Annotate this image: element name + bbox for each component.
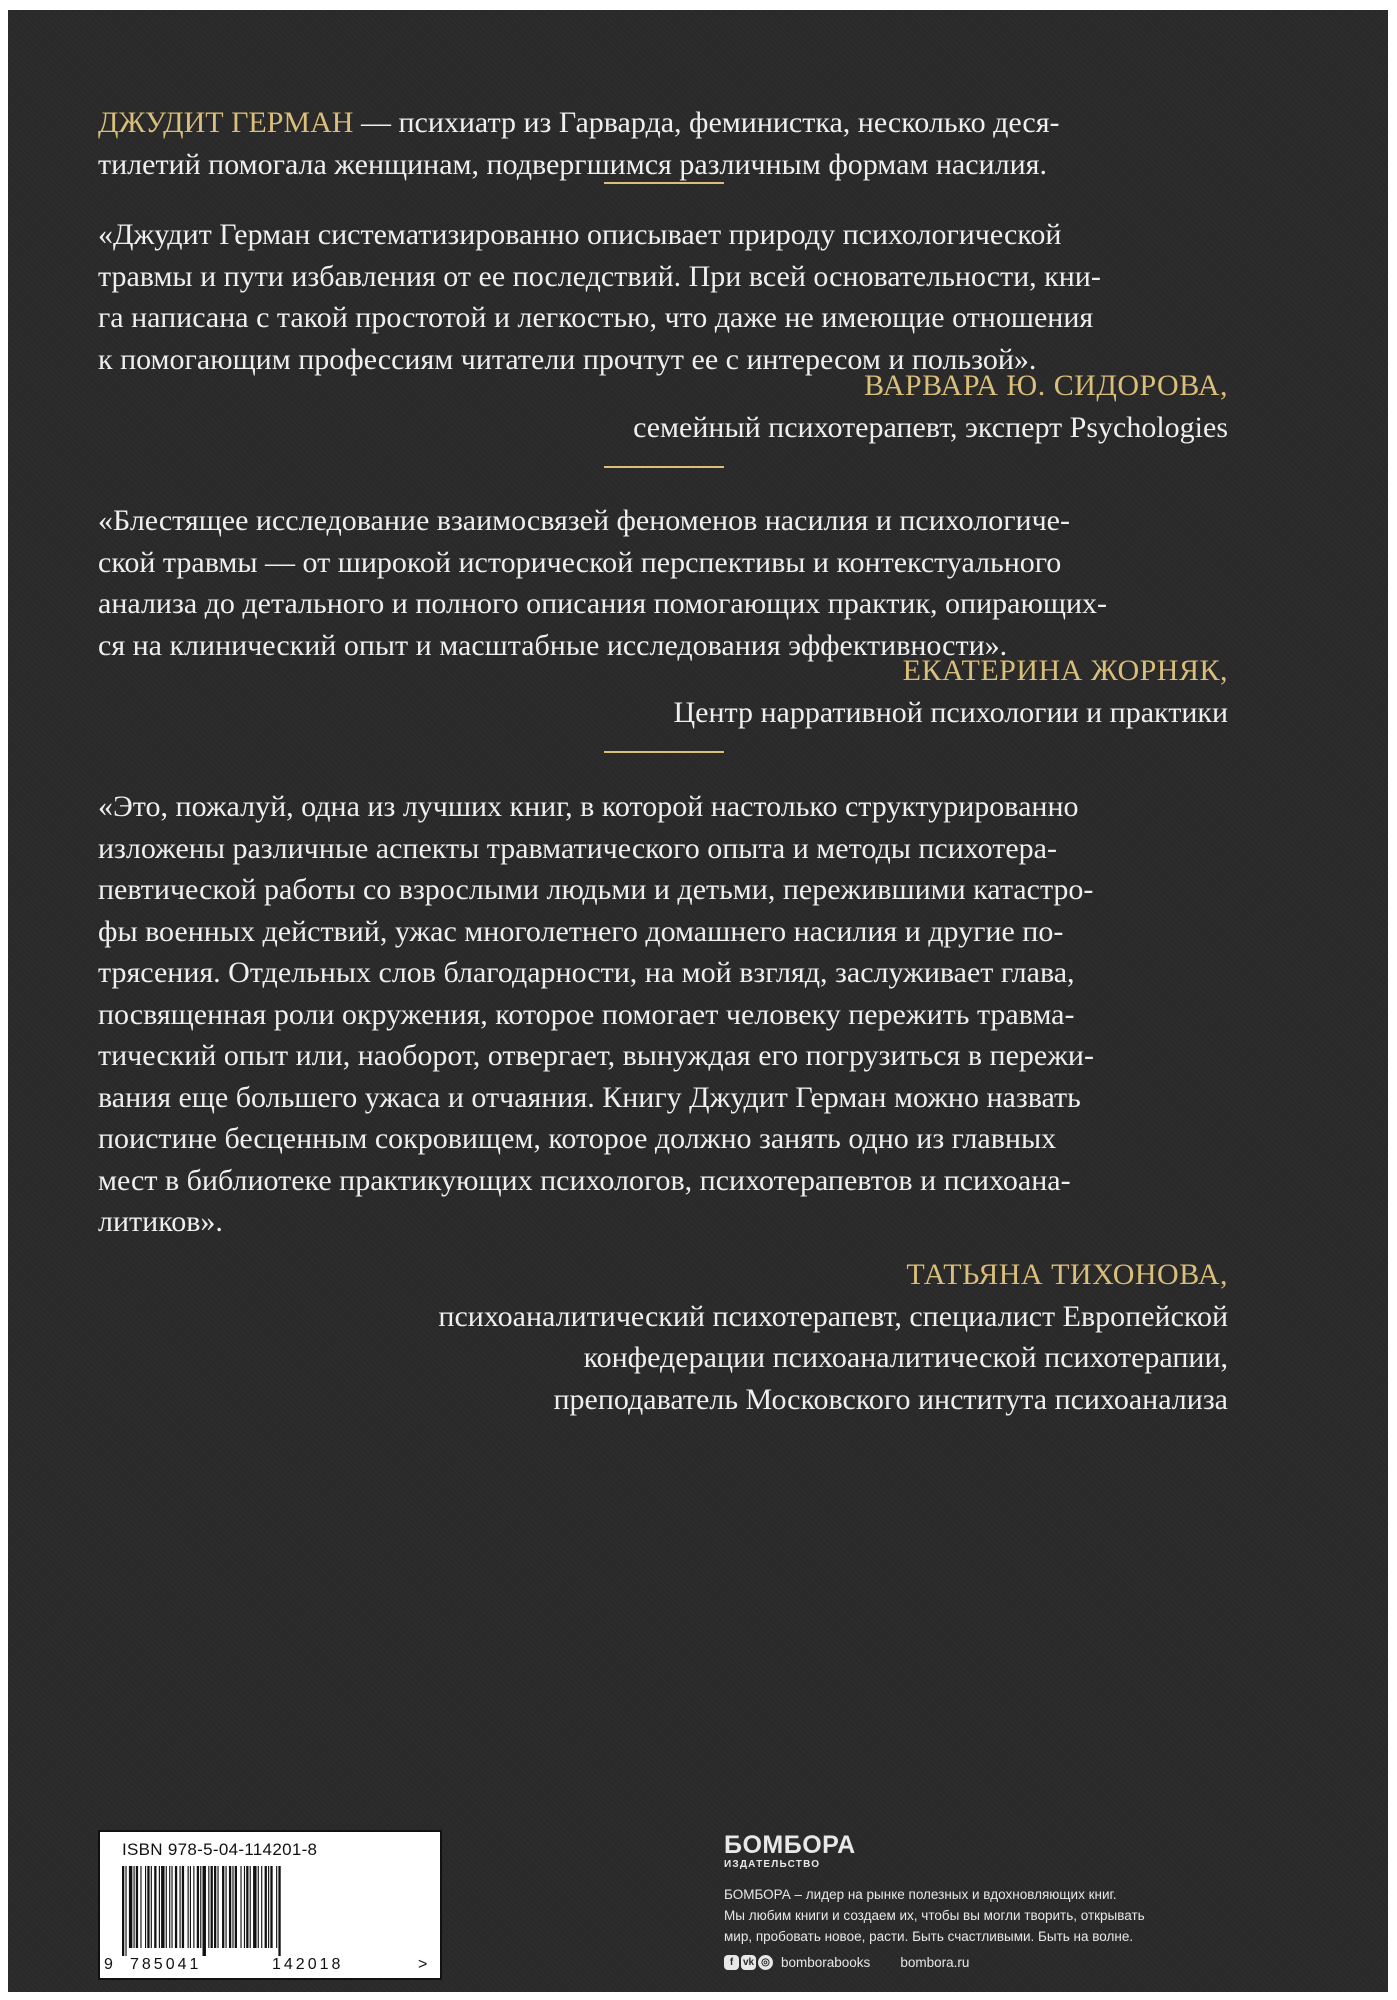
- quote-line: вания еще большего ужаса и отчаяния. Книгу Джудит Герман можно назвать: [98, 1080, 1081, 1114]
- reviewer-role: преподаватель Московского института психоанализа: [553, 1382, 1228, 1416]
- gold-divider: [604, 466, 724, 468]
- barcode-bar: [122, 1866, 124, 1956]
- tagline-line: БОМБОРА – лидер на рынке полезных и вдохновляющих книг.: [724, 1887, 1117, 1902]
- book-back-cover: [8, 10, 1388, 1992]
- quote-line: ся на клинический опыт и масштабные исследования эффективности».: [98, 628, 1008, 662]
- isbn-barcode: [98, 1830, 442, 1980]
- social-handle[interactable]: bomborabooks: [781, 1955, 871, 1970]
- barcode-bar: [278, 1866, 280, 1956]
- tagline-line: Мы любим книги и создаем их, чтобы вы могли творить, открывать: [724, 1908, 1145, 1923]
- publisher-tagline: [724, 1884, 1224, 1947]
- quote-line: поистине бесценным сокровищем, которое должно занять одно из главных: [98, 1122, 1057, 1155]
- barcode-bar: [134, 1866, 135, 1948]
- barcode-bar: [180, 1866, 181, 1948]
- review-quote-1: [98, 214, 1228, 380]
- isbn-text: ISBN 978-5-04-114201-8: [122, 1840, 318, 1859]
- barcode-bar: [232, 1866, 233, 1948]
- barcode-bar: [240, 1866, 241, 1948]
- quote-line: тический опыт или, наоборот, отвергает, вынуждая его погрузиться в пережи-: [98, 1039, 1094, 1072]
- quote-line: посвященная роли окружения, которое помогает человеку пережить травма-: [98, 997, 1075, 1031]
- barcode-bar: [193, 1866, 194, 1948]
- reviewer-name: ЕКАТЕРИНА ЖОРНЯК,: [902, 654, 1228, 687]
- barcode-digits-right: 142018: [272, 1956, 344, 1973]
- quote-line: певтической работы со взрослыми людьми и детьми, пережившими катастро-: [98, 873, 1094, 906]
- barcode-bar: [208, 1866, 209, 1948]
- barcode-bar: [188, 1866, 189, 1948]
- quote-line: травмы и пути избавления от ее последствий. При всей основательности, кни-: [98, 259, 1101, 293]
- publisher-social: [724, 1955, 1224, 1970]
- author-intro: [98, 102, 1228, 185]
- barcode-digit-lead: 9: [104, 1956, 113, 1973]
- review-quote-3: [98, 786, 1228, 1243]
- barcode-bar: [140, 1866, 141, 1948]
- publisher-website[interactable]: bombora.ru: [900, 1955, 970, 1970]
- gold-divider: [604, 751, 724, 753]
- barcode-quiet-zone-mark: >: [418, 1956, 428, 1973]
- intro-line-1: — психиатр из Гарварда, феминистка, несколько деся-: [353, 106, 1060, 139]
- quote-line: «Джудит Герман систематизированно описывает природу психологической: [98, 218, 1062, 251]
- barcode-bar: [246, 1866, 248, 1948]
- barcode-bar: [182, 1866, 184, 1948]
- quote-line: мест в библиотеке практикующих психологов, психотерапевтов и психоана-: [98, 1163, 1071, 1197]
- publisher-logo-subtitle: ИЗДАТЕЛЬСТВО: [724, 1859, 821, 1870]
- barcode-bar: [258, 1866, 259, 1948]
- barcode-bar: [151, 1866, 152, 1948]
- reviewer-name: ВАРВАРА Ю. СИДОРОВА,: [864, 369, 1228, 402]
- quote-line: изложены различные аспекты травматического опыта и методы психотера-: [98, 831, 1057, 865]
- author-name: ДЖУДИТ ГЕРМАН: [98, 106, 354, 139]
- quote-line: литиков».: [98, 1205, 223, 1238]
- barcode-bar: [250, 1866, 251, 1948]
- intro-line-2: тилетий помогала женщинам, подвергшимся различным формам насилия.: [98, 147, 1047, 181]
- barcode-bar: [175, 1866, 177, 1948]
- barcode-bar: [222, 1866, 224, 1948]
- barcode-bars: [118, 1866, 418, 1956]
- barcode-bar: [145, 1866, 146, 1948]
- barcode-bar: [129, 1866, 132, 1948]
- quote-line: «Блестящее исследование взаимосвязей феноменов насилия и психологиче-: [98, 504, 1070, 537]
- quote-line: фы военных действий, ужас многолетнего домашнего насилия и другие по-: [98, 914, 1064, 948]
- vk-icon[interactable]: vk: [742, 1957, 755, 1968]
- barcode-bar: [154, 1866, 156, 1948]
- quote-line: ской травмы — от широкой исторической перспективы и контекстуального: [98, 545, 1062, 579]
- barcode-bar: [244, 1866, 245, 1948]
- barcode-bar: [235, 1866, 237, 1948]
- publisher-logo: БОМБОРА: [724, 1831, 856, 1859]
- review-signature-1: [633, 365, 1228, 448]
- barcode-bar: [229, 1866, 231, 1948]
- barcode-digits-left: 785041: [130, 1956, 202, 1973]
- review-signature-3: [438, 1254, 1228, 1420]
- barcode-bar: [197, 1866, 199, 1948]
- barcode-bar: [190, 1866, 191, 1948]
- tagline-line: мир, пробовать новое, расти. Быть счастливыми. Быть на волне.: [724, 1929, 1134, 1944]
- quote-line: га написана с такой простотой и легкостью, что даже не имеющие отношения: [98, 301, 1094, 334]
- publisher-block: [724, 1832, 1224, 1970]
- gold-divider: [604, 182, 724, 184]
- barcode-bar: [147, 1866, 149, 1948]
- barcode-bar: [200, 1866, 201, 1948]
- barcode-bar: [268, 1866, 269, 1948]
- barcode-bar: [226, 1866, 227, 1948]
- facebook-icon[interactable]: f: [724, 1955, 739, 1970]
- barcode-bar: [203, 1866, 206, 1956]
- instagram-icon[interactable]: ◎: [758, 1955, 773, 1970]
- barcode-bar: [136, 1866, 138, 1948]
- barcode-bar: [265, 1866, 267, 1948]
- barcode-bar: [125, 1866, 126, 1956]
- reviewer-role: психоаналитический психотерапевт, специалист Европейской: [438, 1299, 1228, 1333]
- reviewer-role: конфедерации психоаналитической психотерапии,: [583, 1341, 1228, 1374]
- quote-line: «Это, пожалуй, одна из лучших книг, в которой настолько структурированно: [98, 790, 1079, 823]
- barcode-bar: [169, 1866, 170, 1948]
- reviewer-role: семейный психотерапевт, эксперт Psychologies: [633, 410, 1228, 444]
- barcode-bar: [161, 1866, 164, 1948]
- reviewer-role: Центр нарративной психологии и практики: [673, 695, 1228, 729]
- review-signature-2: [673, 650, 1228, 733]
- barcode-bar: [166, 1866, 167, 1948]
- barcode-bar: [211, 1866, 213, 1948]
- barcode-bar: [270, 1866, 272, 1948]
- barcode-bar: [159, 1866, 160, 1948]
- reviewer-name: ТАТЬЯНА ТИХОНОВА,: [906, 1258, 1228, 1291]
- barcode-bar: [217, 1866, 218, 1948]
- quote-line: трясения. Отдельных слов благодарности, на мой взгляд, заслуживает глава,: [98, 956, 1075, 989]
- barcode-bar: [253, 1866, 256, 1948]
- quote-line: анализа до детального и полного описания помогающих практик, опирающих-: [98, 587, 1108, 620]
- barcode-bar: [171, 1866, 172, 1948]
- barcode-bar: [276, 1866, 277, 1948]
- barcode-bar: [214, 1866, 216, 1948]
- quote-line: к помогающим профессиям читатели прочтут ее с интересом и пользой».: [98, 342, 1037, 376]
- review-quote-2: [98, 500, 1228, 666]
- barcode-bar: [261, 1866, 262, 1948]
